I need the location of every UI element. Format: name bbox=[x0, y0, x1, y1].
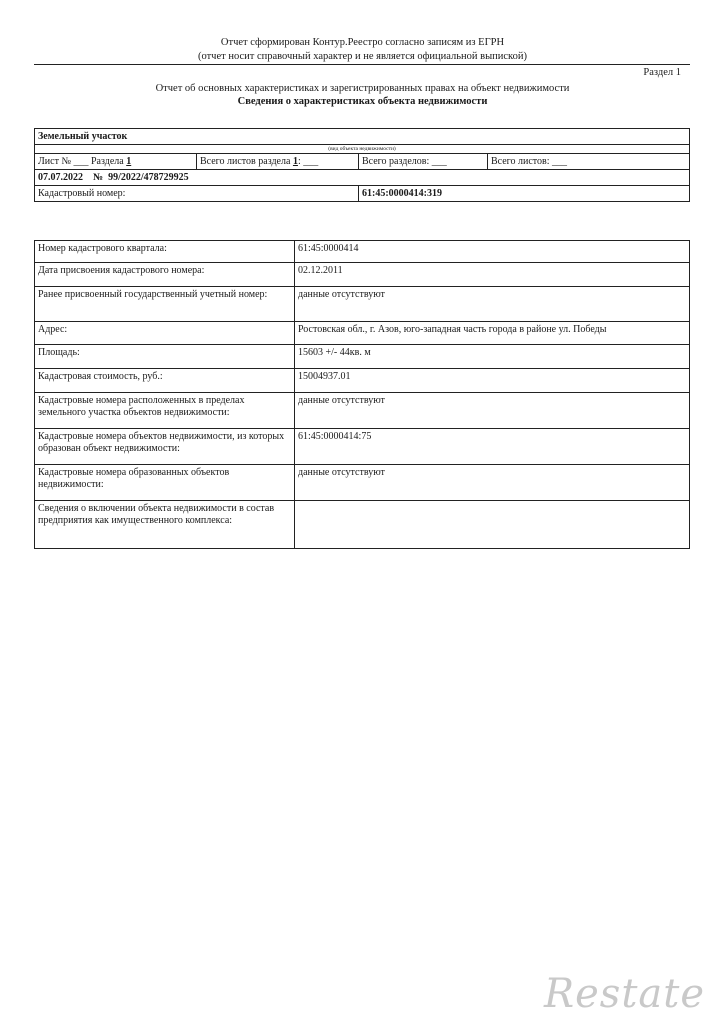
row-value: 61:45:0000414:75 bbox=[294, 429, 689, 465]
object-kind: Земельный участок bbox=[35, 129, 690, 145]
object-kind-caption: (вид объекта недвижимости) bbox=[35, 145, 690, 154]
row-label: Кадастровые номера образованных объектов недвижимости: bbox=[35, 465, 295, 501]
object-info-table bbox=[34, 128, 690, 202]
report-title-block bbox=[0, 82, 725, 108]
sheets-in-section-cell bbox=[197, 154, 359, 170]
sheet-no: Лист № ___ bbox=[38, 156, 89, 167]
row-label: Сведения о включении объекта недвижимости в состав предприятия как имущественного комплекса: bbox=[35, 501, 295, 549]
cadastral-number-label: Кадастровый номер: bbox=[35, 186, 359, 202]
report-title: Отчет об основных характеристиках и зарегистрированных правах на объект недвижимости bbox=[155, 83, 570, 94]
sheets-in-section-suffix: : ___ bbox=[297, 156, 319, 167]
statement-date: 07.07.2022 bbox=[38, 172, 83, 183]
table-row bbox=[35, 287, 690, 322]
row-label: Номер кадастрового квартала: bbox=[35, 241, 295, 263]
row-value: данные отсутствуют bbox=[294, 465, 689, 501]
row-value: Ростовская обл., г. Азов, юго-западная часть города в районе ул. Победы bbox=[294, 322, 689, 345]
date-number-row bbox=[35, 170, 690, 186]
row-value: 15004937.01 bbox=[294, 369, 689, 393]
statement-number-label: № bbox=[93, 172, 104, 183]
row-value: 15603 +/- 44кв. м bbox=[294, 345, 689, 369]
sheet-info-row bbox=[35, 154, 690, 170]
header-line-2: (отчет носит справочный характер и не является официальной выпиской) bbox=[197, 51, 527, 62]
section-prefix: Раздела bbox=[90, 156, 124, 167]
row-value: 02.12.2011 bbox=[294, 263, 689, 287]
report-header bbox=[0, 36, 725, 64]
statement-number: 99/2022/478729925 bbox=[108, 172, 189, 183]
header-divider bbox=[34, 64, 690, 65]
row-label: Кадастровые номера расположенных в пределах земельного участка объектов недвижимости: bbox=[35, 393, 295, 429]
table-row bbox=[35, 263, 690, 287]
row-label: Адрес: bbox=[35, 322, 295, 345]
sheets-in-section-number: 1 bbox=[292, 156, 298, 167]
section-label: Раздел 1 bbox=[643, 67, 681, 78]
table-row bbox=[35, 241, 690, 263]
row-label: Ранее присвоенный государственный учетный номер: bbox=[35, 287, 295, 322]
report-subtitle: Сведения о характеристиках объекта недвижимости bbox=[237, 96, 488, 107]
watermark-logo: Restate bbox=[544, 971, 705, 1017]
row-value: 61:45:0000414 bbox=[294, 241, 689, 263]
cadastral-number-value: 61:45:0000414:319 bbox=[359, 186, 690, 202]
row-label: Кадастровые номера объектов недвижимости, из которых образован объект недвижимости: bbox=[35, 429, 295, 465]
table-row bbox=[35, 345, 690, 369]
row-value: данные отсутствуют bbox=[294, 287, 689, 322]
table-row bbox=[35, 369, 690, 393]
table-row bbox=[35, 322, 690, 345]
header-line-1: Отчет сформирован Контур.Реестро согласно записям из ЕГРН bbox=[220, 37, 505, 48]
characteristics-table bbox=[34, 240, 690, 549]
table-row bbox=[35, 429, 690, 465]
row-value: данные отсутствуют bbox=[294, 393, 689, 429]
table-row bbox=[35, 393, 690, 429]
table-row bbox=[35, 465, 690, 501]
row-value bbox=[294, 501, 689, 549]
row-label: Дата присвоения кадастрового номера: bbox=[35, 263, 295, 287]
sheet-number-cell bbox=[35, 154, 197, 170]
sheets-in-section-prefix: Всего листов раздела bbox=[200, 156, 291, 167]
table-row bbox=[35, 501, 690, 549]
row-label: Площадь: bbox=[35, 345, 295, 369]
row-label: Кадастровая стоимость, руб.: bbox=[35, 369, 295, 393]
total-sheets: Всего листов: ___ bbox=[488, 154, 690, 170]
section-number: 1 bbox=[126, 156, 132, 167]
total-sections: Всего разделов: ___ bbox=[359, 154, 488, 170]
